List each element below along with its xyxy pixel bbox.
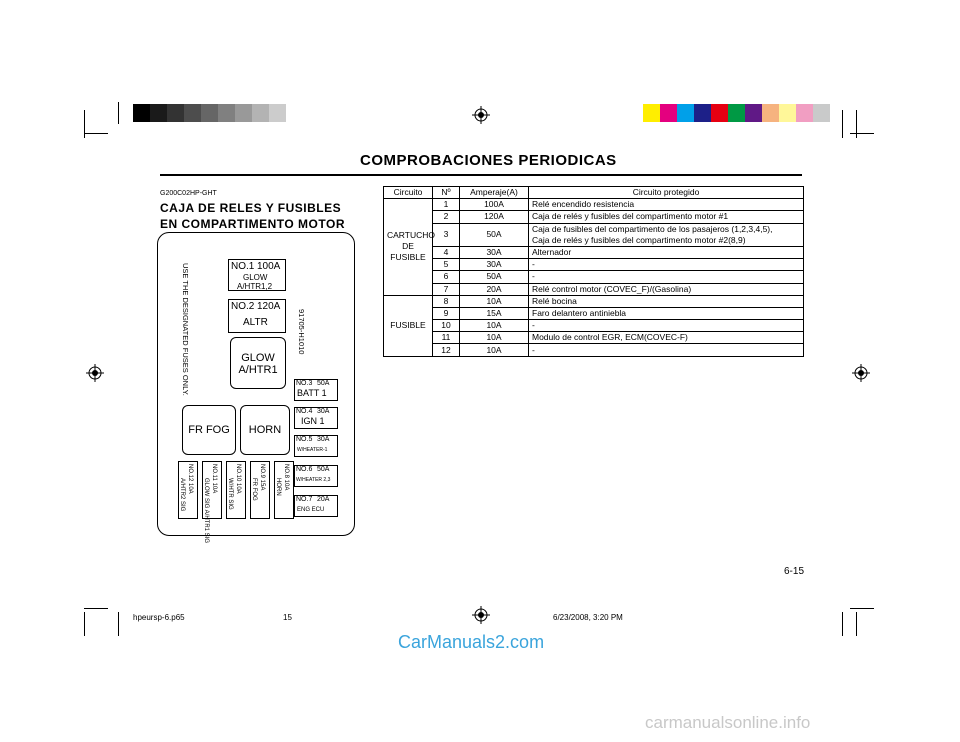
footer-date: 6/23/2008, 3:20 PM (553, 613, 623, 622)
table-row (384, 259, 804, 271)
fuse-no4: NO.4 30A IGN 1 (294, 407, 338, 429)
fuse-no2: NO.2 120A ALTR (228, 299, 286, 333)
color-swatch (694, 104, 711, 122)
protected-circuit: Caja de fusibles del compartimento de los pasajeros (1,2,3,4,5), (529, 223, 804, 235)
protected-circuit: Faro delantero antiniebla (529, 307, 804, 319)
color-swatch (813, 104, 830, 122)
fuse-amperage: 20A (460, 283, 529, 295)
protected-circuit: - (529, 320, 804, 332)
fuse-amperage: 30A (460, 246, 529, 258)
fuse-amperage: 10A (460, 332, 529, 344)
fuse-amperage: 10A (460, 320, 529, 332)
protected-circuit: Relé control motor (COVEC_F)/(Gasolina) (529, 283, 804, 295)
fuse-no1: NO.1 100A GLOW A/HTR1,2 (228, 259, 286, 291)
fuse-number: 11 (433, 332, 460, 344)
gray-swatch (184, 104, 201, 122)
fuse-part-number: 91705-H1010 (297, 309, 306, 355)
fuse-number: 9 (433, 307, 460, 319)
registration-mark-icon (852, 364, 870, 382)
protected-circuit: - (529, 259, 804, 271)
fuse-no8: NO.8 10A HORN (274, 461, 294, 519)
fuse-no11: NO.11 10A GLOW SIG A/HTR1 SIG (202, 461, 222, 519)
protected-circuit: Caja de relés y fusibles del compartimento motor #2(8,9) (529, 235, 804, 247)
gray-swatch (218, 104, 235, 122)
color-swatch (677, 104, 694, 122)
watermark-2: carmanualsonline.info (645, 713, 811, 732)
table-row (384, 246, 804, 258)
table-row (384, 307, 804, 319)
color-swatch (779, 104, 796, 122)
gray-swatch (269, 104, 286, 122)
table-row (384, 320, 804, 332)
protected-circuit: Caja de relés y fusibles del compartimento motor #1 (529, 211, 804, 223)
fuse-amperage: 30A (460, 259, 529, 271)
section-heading: CAJA DE RELES Y FUSIBLES EN COMPARTIMENTO MOTOR (160, 201, 345, 231)
fuse-number: 8 (433, 295, 460, 307)
title-rule (160, 174, 802, 176)
watermark: CarManuals2.com (398, 632, 545, 652)
footer-file: hpeursp-6.p65 (133, 613, 185, 622)
color-swatch (745, 104, 762, 122)
section-code: G200C02HP-GHT (160, 190, 217, 197)
table-row (384, 211, 804, 223)
fuse-amperage: 10A (460, 295, 529, 307)
fuse-no9: NO.9 15A FR FOG (250, 461, 270, 519)
table-row (384, 295, 804, 307)
fuse-amperage: 100A (460, 199, 529, 211)
gray-swatch (133, 104, 150, 122)
protected-circuit: Relé encendido resistencia (529, 199, 804, 211)
gray-swatch (150, 104, 167, 122)
registration-mark-icon (472, 606, 490, 624)
fuse-number: 3 (433, 223, 460, 246)
fuse-number: 5 (433, 259, 460, 271)
fuse-number: 6 (433, 271, 460, 283)
fuse-table (383, 186, 804, 357)
page-title: COMPROBACIONES PERIODICAS (360, 152, 617, 169)
circuit-group-label: FUSIBLE (384, 295, 433, 356)
registration-mark-icon (86, 364, 104, 382)
fuse-number: 4 (433, 246, 460, 258)
fuse-number: 1 (433, 199, 460, 211)
fuse-amperage: 15A (460, 307, 529, 319)
fuse-amperage: 50A (460, 223, 529, 246)
protected-circuit: Relé bocina (529, 295, 804, 307)
gray-swatch (167, 104, 184, 122)
table-row (384, 223, 804, 235)
gray-swatch (252, 104, 269, 122)
protected-circuit: - (529, 271, 804, 283)
table-row (384, 344, 804, 356)
fuse-amperage: 120A (460, 211, 529, 223)
fuse-number: 12 (433, 344, 460, 356)
fuse-no3: NO.3 50A BATT 1 (294, 379, 338, 401)
table-row (384, 332, 804, 344)
footer-page: 15 (283, 613, 292, 622)
table-header-row: Circuito Nº Amperaje(A) Circuito protegido (384, 187, 804, 199)
fuse-amperage: 10A (460, 344, 529, 356)
fuse-no5: NO.5 30A W/HEATER-1 (294, 435, 338, 457)
fuse-no12: NO.12 10A A/HTR2 SIG (178, 461, 198, 519)
fuse-amperage: 50A (460, 271, 529, 283)
fuse-no6: NO.6 50A W/HEATER 2,3 (294, 465, 338, 487)
fuse-number: 10 (433, 320, 460, 332)
gray-swatch (235, 104, 252, 122)
protected-circuit: Alternador (529, 246, 804, 258)
table-row (384, 271, 804, 283)
relay-glow: GLOW A/HTR1 (230, 337, 286, 389)
protected-circuit: - (529, 344, 804, 356)
table-row (384, 199, 804, 211)
fuse-number: 2 (433, 211, 460, 223)
relay-horn: HORN (240, 405, 290, 455)
relay-fr-fog: FR FOG (182, 405, 236, 455)
fuse-number: 7 (433, 283, 460, 295)
color-swatch (660, 104, 677, 122)
protected-circuit: Modulo de control EGR, ECM(COVEC-F) (529, 332, 804, 344)
fuse-box-diagram (157, 232, 355, 544)
fuse-warning: USE THE DESIGNATED FUSES ONLY. (181, 263, 190, 396)
table-row (384, 283, 804, 295)
color-swatch (643, 104, 660, 122)
fuse-no10: NO.10 10A W/HTR SIG (226, 461, 246, 519)
circuit-group-label: CARTUCHO DE FUSIBLE (384, 199, 433, 296)
color-swatch (762, 104, 779, 122)
registration-mark-icon (472, 106, 490, 124)
color-swatch (728, 104, 745, 122)
color-swatch (711, 104, 728, 122)
gray-swatch (201, 104, 218, 122)
fuse-no7: NO.7 20A ENG ECU (294, 495, 338, 517)
color-swatch (796, 104, 813, 122)
page-number: 6-15 (784, 566, 805, 577)
